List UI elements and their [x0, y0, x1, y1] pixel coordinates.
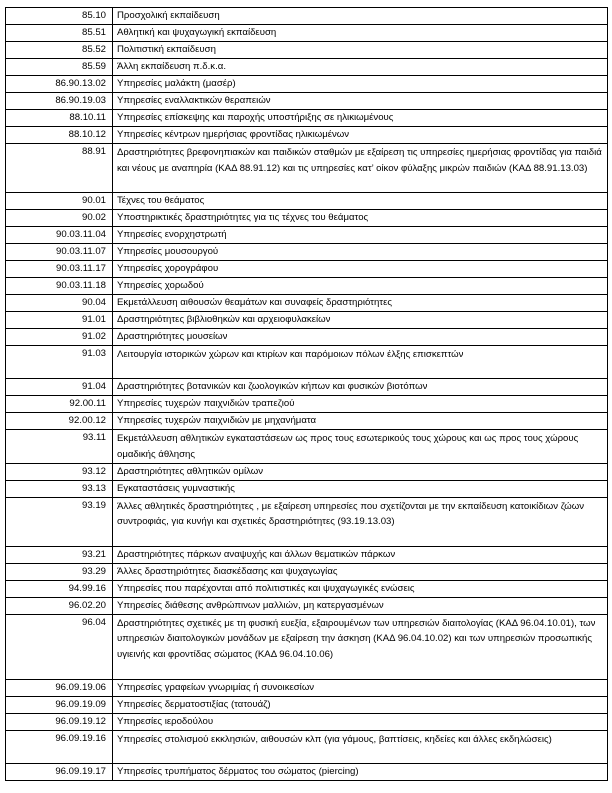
activity-codes-table-body	[6, 8, 608, 781]
table-row	[6, 193, 608, 210]
activity-description-cell: Υπηρεσίες τρυπήματος δέρματος του σώματος (piercing)	[113, 763, 608, 780]
activity-description-cell: Λειτουργία ιστορικών χώρων και κτιρίων και παρόμοιων πόλων έλξης επισκεπτών	[113, 346, 608, 379]
table-row	[6, 379, 608, 396]
table-row	[6, 597, 608, 614]
activity-description-cell: Υπηρεσίες τυχερών παιχνιδιών τραπεζιού	[113, 396, 608, 413]
activity-code-cell: 88.91	[6, 144, 113, 193]
activity-code-cell: 91.01	[6, 312, 113, 329]
activity-description-cell: Υπηρεσίες που παρέχονται από πολιτιστικές και ψυχαγωγικές ενώσεις	[113, 580, 608, 597]
table-row	[6, 25, 608, 42]
activity-description-cell: Πολιτιστική εκπαίδευση	[113, 42, 608, 59]
activity-code-cell: 96.09.19.06	[6, 679, 113, 696]
activity-description-cell: Υποστηρικτικές δραστηριότητες για τις τέχνες του θεάματος	[113, 210, 608, 227]
activity-description-cell: Δραστηριότητες βρεφονηπιακών και παιδικών σταθμών με εξαίρεση τις υπηρεσίες ημερήσιας φροντίδας για παιδιά και νέους με αναπηρία (ΚΑΔ 88.91.12) και τις υπηρεσίες κατ’ οίκον φύλαξης μικρών παιδιών (ΚΑΔ 88.91.13.03)	[113, 144, 608, 193]
activity-code-cell: 93.12	[6, 463, 113, 480]
activity-code-cell: 86.90.19.03	[6, 93, 113, 110]
table-row	[6, 144, 608, 193]
activity-code-cell: 85.59	[6, 59, 113, 76]
table-row	[6, 261, 608, 278]
activity-codes-table	[5, 7, 608, 781]
table-row	[6, 76, 608, 93]
activity-code-cell: 85.52	[6, 42, 113, 59]
table-row	[6, 614, 608, 679]
activity-description-cell: Άλλες αθλητικές δραστηριότητες , με εξαίρεση υπηρεσίες που σχετίζονται με την εκπαίδευση κατοικίδιων ζώων συντροφιάς, για κυνήγι και σχετικές δραστηριότητες (93.19.13.03)	[113, 497, 608, 546]
table-row	[6, 396, 608, 413]
activity-code-cell: 90.03.11.07	[6, 244, 113, 261]
activity-description-cell: Υπηρεσίες μαλάκτη (μασέρ)	[113, 76, 608, 93]
activity-code-cell: 85.51	[6, 25, 113, 42]
activity-code-cell: 93.19	[6, 497, 113, 546]
activity-code-cell: 93.13	[6, 480, 113, 497]
table-row	[6, 312, 608, 329]
activity-code-cell: 91.03	[6, 346, 113, 379]
activity-description-cell: Υπηρεσίες ιεροδούλου	[113, 713, 608, 730]
activity-code-cell: 93.21	[6, 546, 113, 563]
activity-code-cell: 88.10.12	[6, 127, 113, 144]
table-row	[6, 679, 608, 696]
activity-code-cell: 90.04	[6, 295, 113, 312]
activity-code-cell: 90.01	[6, 193, 113, 210]
activity-description-cell: Εγκαταστάσεις γυμναστικής	[113, 480, 608, 497]
activity-code-cell: 91.02	[6, 329, 113, 346]
table-row	[6, 93, 608, 110]
table-row	[6, 8, 608, 25]
activity-code-cell: 93.29	[6, 563, 113, 580]
table-row	[6, 227, 608, 244]
activity-description-cell: Προσχολική εκπαίδευση	[113, 8, 608, 25]
activity-description-cell: Εκμετάλλευση αιθουσών θεαμάτων και συναφείς δραστηριότητες	[113, 295, 608, 312]
table-row	[6, 42, 608, 59]
activity-description-cell: Άλλες δραστηριότητες διασκέδασης και ψυχαγωγίας	[113, 563, 608, 580]
activity-description-cell: Δραστηριότητες αθλητικών ομίλων	[113, 463, 608, 480]
activity-code-cell: 94.99.16	[6, 580, 113, 597]
table-row	[6, 730, 608, 763]
activity-description-cell: Υπηρεσίες επίσκεψης και παροχής υποστήριξης σε ηλικιωμένους	[113, 110, 608, 127]
activity-code-cell: 90.03.11.18	[6, 278, 113, 295]
table-row	[6, 763, 608, 780]
table-row	[6, 110, 608, 127]
activity-description-cell: Υπηρεσίες χορογράφου	[113, 261, 608, 278]
activity-code-cell: 96.02.20	[6, 597, 113, 614]
table-row	[6, 713, 608, 730]
activity-description-cell: Υπηρεσίες χορωδού	[113, 278, 608, 295]
activity-description-cell: Υπηρεσίες δερματοστιξίας (τατουάζ)	[113, 696, 608, 713]
activity-code-cell: 85.10	[6, 8, 113, 25]
table-row	[6, 497, 608, 546]
activity-code-cell: 88.10.11	[6, 110, 113, 127]
activity-code-cell: 90.03.11.04	[6, 227, 113, 244]
table-row	[6, 546, 608, 563]
activity-code-cell: 90.03.11.17	[6, 261, 113, 278]
activity-description-cell: Εκμετάλλευση αθλητικών εγκαταστάσεων ως προς τους εσωτερικούς τους χώρους και ως προς τους χώρους ομαδικής άθλησης	[113, 430, 608, 464]
activity-code-cell: 92.00.11	[6, 396, 113, 413]
activity-description-cell: Δραστηριότητες μουσείων	[113, 329, 608, 346]
activity-code-cell: 86.90.13.02	[6, 76, 113, 93]
table-row	[6, 580, 608, 597]
activity-code-cell: 92.00.12	[6, 413, 113, 430]
activity-description-cell: Υπηρεσίες γραφείων γνωριμίας ή συνοικεσίων	[113, 679, 608, 696]
table-row	[6, 480, 608, 497]
activity-code-cell: 93.11	[6, 430, 113, 464]
table-row	[6, 278, 608, 295]
activity-description-cell: Υπηρεσίες εναλλακτικών θεραπειών	[113, 93, 608, 110]
activity-description-cell: Τέχνες του θεάματος	[113, 193, 608, 210]
activity-description-cell: Υπηρεσίες ενορχηστρωτή	[113, 227, 608, 244]
activity-description-cell: Δραστηριότητες βοτανικών και ζωολογικών κήπων και φυσικών βιοτόπων	[113, 379, 608, 396]
activity-code-cell: 96.09.19.17	[6, 763, 113, 780]
activity-description-cell: Υπηρεσίες διάθεσης ανθρώπινων μαλλιών, μη κατεργασμένων	[113, 597, 608, 614]
document-page	[5, 7, 608, 781]
activity-code-cell: 91.04	[6, 379, 113, 396]
activity-description-cell: Δραστηριότητες βιβλιοθηκών και αρχειοφυλακείων	[113, 312, 608, 329]
activity-description-cell: Δραστηριότητες πάρκων αναψυχής και άλλων θεματικών πάρκων	[113, 546, 608, 563]
activity-code-cell: 96.09.19.12	[6, 713, 113, 730]
table-row	[6, 346, 608, 379]
table-row	[6, 295, 608, 312]
activity-description-cell: Αθλητική και ψυχαγωγική εκπαίδευση	[113, 25, 608, 42]
table-row	[6, 563, 608, 580]
activity-code-cell: 90.02	[6, 210, 113, 227]
table-row	[6, 210, 608, 227]
table-row	[6, 696, 608, 713]
activity-description-cell: Υπηρεσίες μουσουργού	[113, 244, 608, 261]
table-row	[6, 463, 608, 480]
activity-description-cell: Άλλη εκπαίδευση π.δ.κ.α.	[113, 59, 608, 76]
activity-code-cell: 96.09.19.09	[6, 696, 113, 713]
table-row	[6, 127, 608, 144]
activity-description-cell: Υπηρεσίες κέντρων ημερήσιας φροντίδας ηλικιωμένων	[113, 127, 608, 144]
table-row	[6, 413, 608, 430]
table-row	[6, 59, 608, 76]
activity-description-cell: Υπηρεσίες τυχερών παιχνιδιών με μηχανήματα	[113, 413, 608, 430]
activity-code-cell: 96.09.19.16	[6, 730, 113, 763]
activity-description-cell: Δραστηριότητες σχετικές με τη φυσική ευεξία, εξαιρουμένων των υπηρεσιών διαιτολογίας (ΚΑΔ 96.04.10.01), των υπηρεσιών διαιτολογικών μονάδων με εξαίρεση την άσκηση (ΚΑΔ 96.04.10.02) και των υπηρεσιών προσωπικής υγιεινής και φροντίδας σώματος (ΚΑΔ 96.04.10.06)	[113, 614, 608, 679]
table-row	[6, 244, 608, 261]
activity-description-cell: Υπηρεσίες στολισμού εκκλησιών, αιθουσών κλπ (για γάμους, βαπτίσεις, κηδείες και άλλες εκδηλώσεις)	[113, 730, 608, 763]
activity-code-cell: 96.04	[6, 614, 113, 679]
table-row	[6, 430, 608, 464]
table-row	[6, 329, 608, 346]
